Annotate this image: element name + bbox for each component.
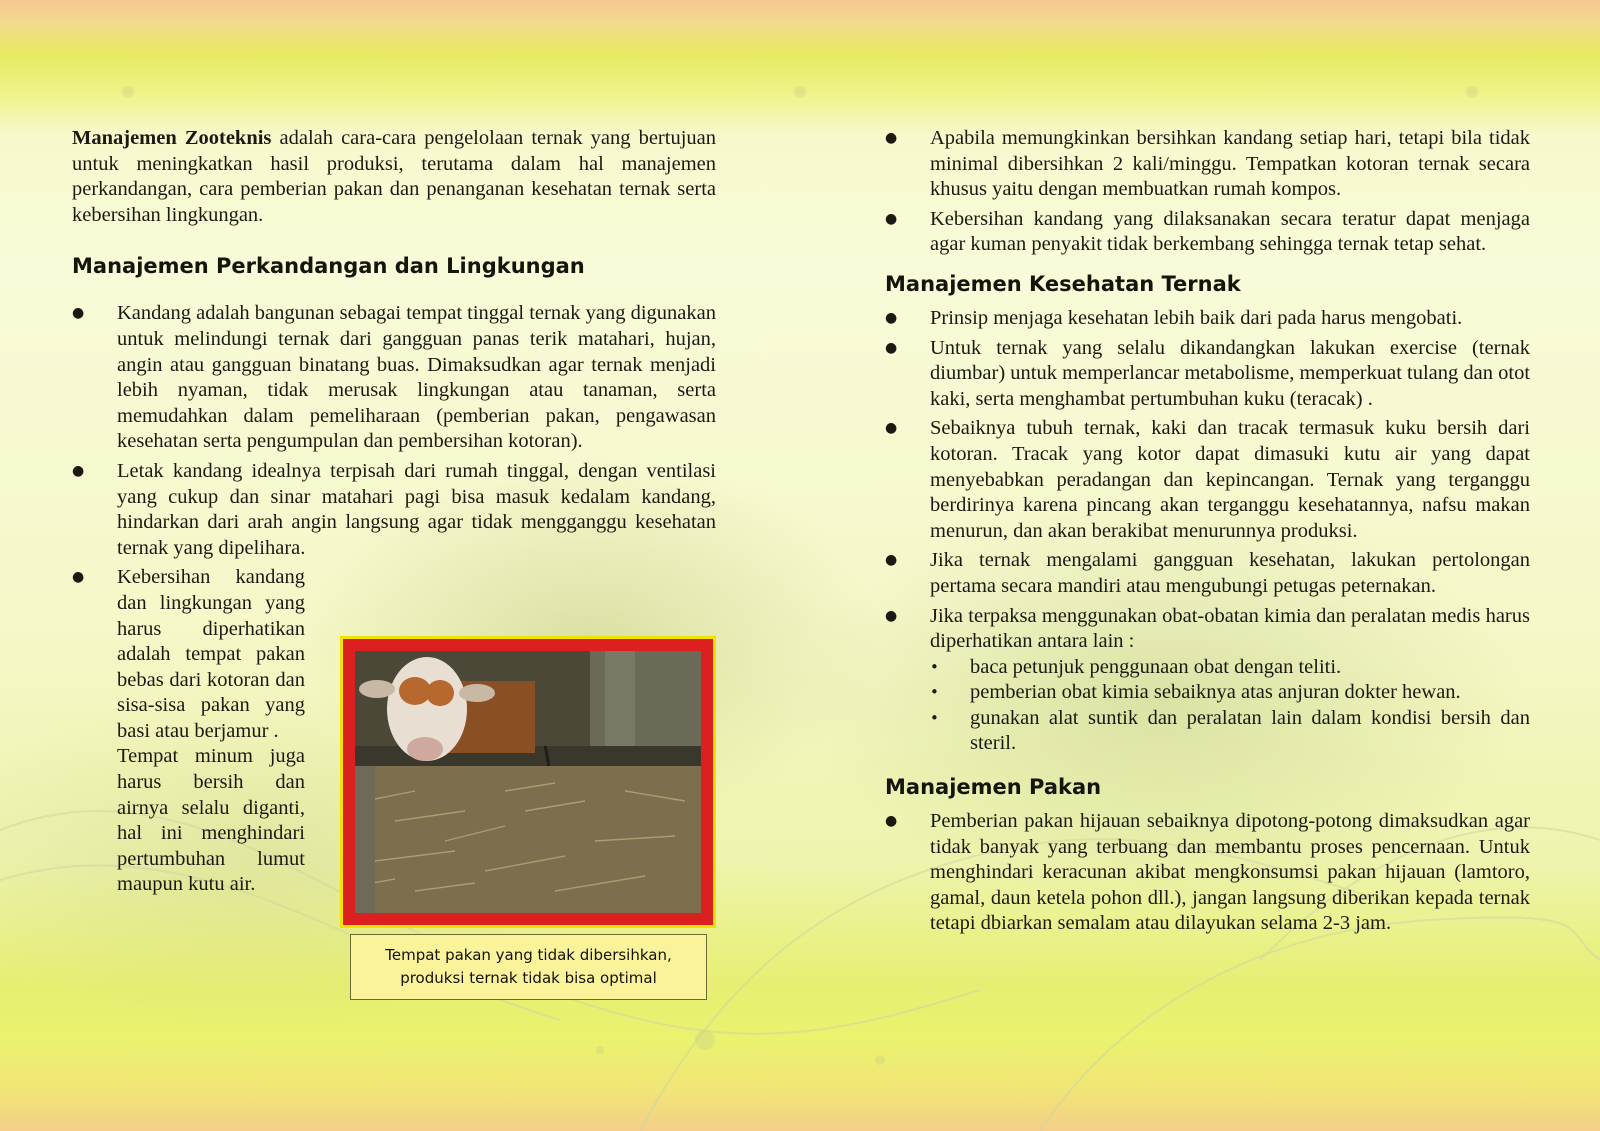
list-item: ● Jika ternak mengalami gangguan kesehatan, lakukan pertolongan pertama secara mandiri atau mengubungi petugas peternakan.	[885, 548, 1530, 599]
sub-list-item: • pemberian obat kimia sebaiknya atas anjuran dokter hewan.	[930, 680, 1530, 706]
intro-term: Manajemen Zooteknis	[72, 127, 272, 149]
right-column	[885, 126, 1530, 937]
bullet3-part2: Tempat minum juga harus bersih dan airnya selalu diganti, hal ini menghindari pertumbuhan lumut maupun kutu air.	[117, 745, 305, 896]
intro-text: adalah cara-cara pengelolaan ternak yang bertujuan untuk meningkatkan hasil produksi, terutama dalam hal manajemen perkandangan, cara pemberian pakan dan penanganan kesehatan ternak serta kebersihan lingkungan.	[72, 127, 717, 226]
list-item: ● Sebaiknya tubuh ternak, kaki dan tracak termasuk kuku bersih dari kotoran. Tracak yang kotor dapat dimasuki kutu air yang dapat menyebabkan peradangan dan kepincangan. Ternak yang terganggu berdirinya karena pincang akan terganggu kesehatannya, nafsu makan menurun, dan akan berakibat menurunnya produksi.	[885, 416, 1530, 544]
intro-paragraph	[72, 126, 716, 228]
cow-stall-photo	[355, 651, 701, 913]
list-item: ● Prinsip menjaga kesehatan lebih baik dari pada harus mengobati.	[885, 306, 1530, 332]
bullet3-part1: ● Kebersihan kandang dan lingkungan yang harus diperhatikan adalah tempat pakan bebas dari kotoran dan sisa-sisa pakan yang basi atau berjamur .	[117, 566, 305, 742]
list-item: ● Apabila memungkinkan bersihkan kandang setiap hari, tetapi bila tidak minimal dibersihkan 2 kali/minggu. Tempatkan kotoran ternak secara khusus yaitu dengan membuatkan rumah kompos.	[885, 126, 1530, 203]
list-item: ● Letak kandang idealnya terpisah dari rumah tinggal, dengan ventilasi yang cukup dan sinar matahari pagi bisa masuk kedalam kandang, hindarkan dari arah angin langsung agar tidak mengganggu kesehatan ternak yang dipelihara.	[72, 459, 716, 561]
obat-intro: ● Jika terpaksa menggunakan obat-obatan kimia dan peralatan medis harus diperhatikan antara lain :	[930, 604, 1530, 653]
caption-line-2: produksi ternak tidak bisa optimal	[400, 969, 657, 987]
list-item	[885, 604, 1530, 758]
sub-list-item: • gunakan alat suntik dan peralatan lain dalam kondisi bersih dan steril.	[930, 706, 1530, 757]
obat-sub-list	[930, 655, 1530, 757]
kebersihan-bullet-list	[885, 126, 1530, 258]
caption-line-1: Tempat pakan yang tidak dibersihkan,	[385, 946, 672, 964]
pakan-bullet-list	[885, 809, 1530, 937]
sub-list-item: • baca petunjuk penggunaan obat dengan teliti.	[930, 655, 1530, 681]
photo-caption	[350, 934, 707, 1000]
photo-frame	[340, 636, 716, 928]
kesehatan-bullet-list	[885, 306, 1530, 757]
list-item: ● Pemberian pakan hijauan sebaiknya dipotong-potong dimaksudkan agar tidak banyak yang terbuang dan membantu proses pencernaan. Untuk menghindari keracunan akibat mengkonsumsi pakan hijauan (lamtoro, gamal, daun ketela pohon dll.), jangan langsung diberikan kepada ternak tetapi dbiarkan semalam atau dilayukan selama 2-3 jam.	[885, 809, 1530, 937]
heading-perkandangan: Manajemen Perkandangan dan Lingkungan	[72, 254, 585, 279]
heading-kesehatan: Manajemen Kesehatan Ternak	[885, 271, 1241, 296]
heading-pakan: Manajemen Pakan	[885, 775, 1102, 800]
list-item: ● Untuk ternak yang selalu dikandangkan lakukan exercise (ternak diumbar) untuk memperlancar metabolisme, memperkuat tulang dan otot kaki, serta menghambat pertumbuhan kuku (teracak) .	[885, 336, 1530, 413]
list-item: ● Kandang adalah bangunan sebagai tempat tinggal ternak yang digunakan untuk melindungi ternak dari gangguan panas terik matahari, hujan, angin atau gangguan binatang buas. Dimaksudkan agar ternak menjadi lebih nyaman, tidak merusak lingkungan atau tanaman, serta memudahkan dalam pemeliharaan (pemberian pakan, pengawasan kesehatan serta pengumpulan dan pembersihan kotoran).	[72, 301, 716, 455]
list-item: ● Kebersihan kandang yang dilaksanakan secara teratur dapat menjaga agar kuman penyakit tidak berkembang sehingga ternak tetap sehat.	[885, 207, 1530, 258]
